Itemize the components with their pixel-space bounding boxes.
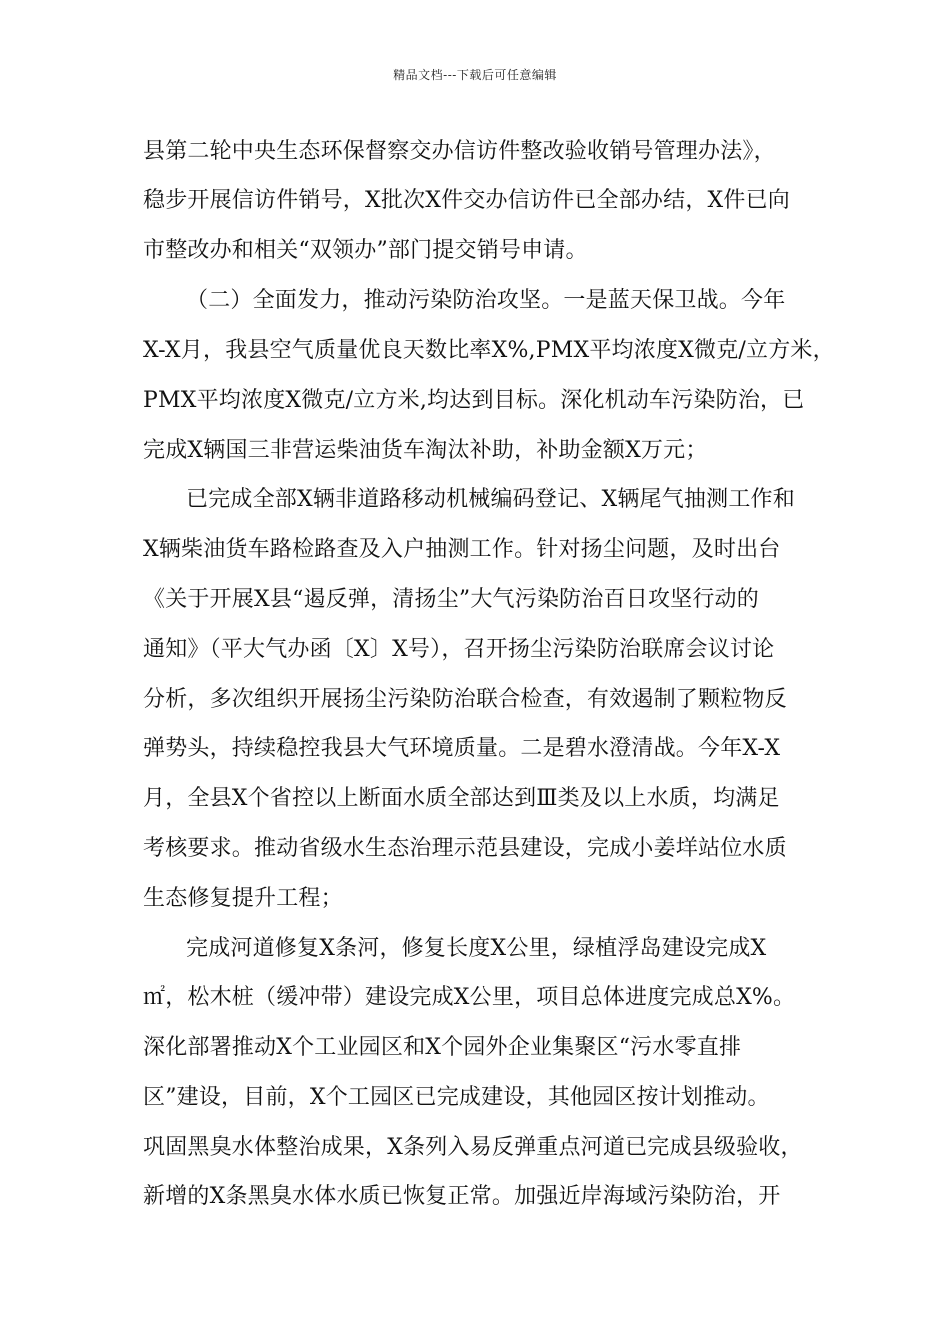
text-line: 完成X辆国三非营运柴油货车淘汰补助，补助金额X万元； xyxy=(143,438,708,463)
text-line: 考核要求。推动省级水生态治理示范县建设，完成小姜垟站位水质 xyxy=(143,836,787,861)
text-line: ㎡，松木桩（缓冲带）建设完成X公里，项目总体进度完成总X%。 xyxy=(143,985,796,1010)
text-line: 《关于开展X县“遏反弹，清扬尘”大气污染防治百日攻坚行动的 xyxy=(143,587,759,612)
text-line: PMX平均浓度X微克/立方米,均达到目标。深化机动车污染防治，已 xyxy=(143,388,805,413)
text-line: 区”建设，目前，X个工园区已完成建设，其他园区按计划推动。 xyxy=(143,1085,770,1110)
text-line: X辆柴油货车路检路查及入户抽测工作。针对扬尘问题，及时出台 xyxy=(143,537,781,562)
text-line: 深化部署推动X个工业园区和X个园外企业集聚区“污水零直排 xyxy=(143,1035,742,1060)
text-line: 分析，多次组织开展扬尘污染防治联合检查，有效遏制了颗粒物反 xyxy=(143,687,787,712)
text-line: 县第二轮中央生态环保督察交办信访件整改验收销号管理办法》， xyxy=(143,139,776,164)
text-line: 弹势头，持续稳控我县大气环境质量。二是碧水澄清战。今年X-X xyxy=(143,736,781,761)
page-header: 精品文档---下载后可任意编辑 xyxy=(393,68,557,82)
paragraph-first-line: 完成河道修复X条河，修复长度X公里，绿植浮岛建设完成X xyxy=(186,936,767,961)
text-line: 月，全县X个省控以上断面水质全部达到Ⅲ类及以上水质，均满足 xyxy=(143,786,780,811)
text-line: 巩固黑臭水体整治成果，X条列入易反弹重点河道已完成县级验收， xyxy=(143,1135,803,1160)
text-line: X-X月，我县空气质量优良天数比率X%,PMX平均浓度X微克/立方米， xyxy=(143,338,835,363)
text-line: 生态修复提升工程； xyxy=(143,886,343,911)
text-line: 市整改办和相关“双领办”部门提交销号申请。 xyxy=(143,238,588,263)
paragraph-first-line: 已完成全部X辆非道路移动机械编码登记、X辆尾气抽测工作和 xyxy=(186,487,795,512)
paragraph-first-line: （二）全面发力，推动污染防治攻坚。一是蓝天保卫战。今年 xyxy=(186,288,786,313)
text-line: 新增的X条黑臭水体水质已恢复正常。加强近岸海域污染防治，开 xyxy=(143,1184,781,1209)
text-line: 通知》（平大气办函〔X〕X号），召开扬尘污染防治联席会议讨论 xyxy=(143,637,775,662)
text-line: 稳步开展信访件销号，X批次X件交办信访件已全部办结，X件已向 xyxy=(143,188,790,213)
